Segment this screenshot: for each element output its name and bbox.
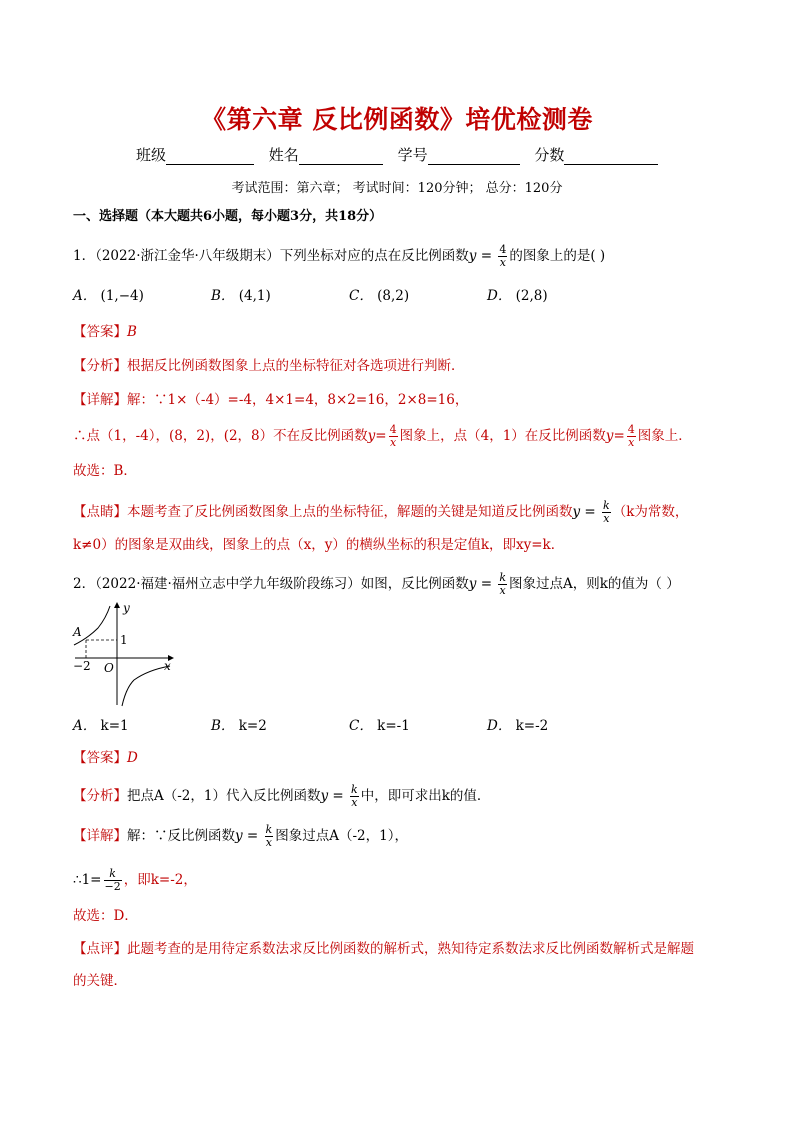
graph-y-label: y <box>123 601 130 615</box>
page-title: 《第六章 反比例函数》培优检测卷 <box>201 105 593 134</box>
name-label: 姓名 <box>268 146 299 164</box>
q2-option-d[interactable]: D． k=-2 <box>487 718 549 734</box>
id-label: 学号 <box>397 146 428 164</box>
q2-conclusion: 故选：D． <box>73 908 138 924</box>
q2-options <box>73 716 548 736</box>
q2-detail-2: ∴1= $\frac{k}{-2}$ ，即k=-2， <box>73 867 197 893</box>
q1-analysis: 【分析】根据反比例函数图象上点的坐标特征对各选项进行判断． <box>73 358 465 374</box>
graph-origin-label: O <box>104 661 114 675</box>
q2-answer: 【答案】D <box>73 750 138 766</box>
q2-comment-1: 【点评】此题考查的是用待定系数法求反比例函数的解析式，熟知待定系数法求反比例函数解析式是解题 <box>73 941 694 957</box>
q1-option-c[interactable]: C． (8,2) <box>349 288 410 304</box>
q2-option-a[interactable]: A． k=1 <box>73 718 129 734</box>
q2-hyperbola-graph <box>70 600 180 708</box>
graph-tick-y: 1 <box>120 633 128 647</box>
name-blank[interactable] <box>299 149 383 165</box>
q2-option-b[interactable]: B． k=2 <box>211 718 267 734</box>
q2-analysis: 【分析】把点A（-2，1）代入反比例函数y = $\frac{k}{x}$ 中，即可求出k的值． <box>73 783 491 809</box>
q1-option-d[interactable]: D． (2,8) <box>487 288 548 304</box>
y-axis-arrow <box>114 602 120 608</box>
q2-option-c[interactable]: C． k=-1 <box>349 718 410 734</box>
q1-detail-1: 【详解】解：∵1×（-4）=-4，4×1=4，8×2=16，2×8=16， <box>73 392 469 408</box>
q1-conclusion: 故选：B． <box>73 463 137 479</box>
q1-comment-2: k≠0）的图象是双曲线，图象上的点（x，y）的横纵坐标的积是定值k，即xy=k． <box>73 537 565 553</box>
section-heading: 一、选择题（本大题共6小题，每小题3分，共18分） <box>73 209 383 224</box>
graph-tick-x: −2 <box>73 659 91 673</box>
graph-x-label: x <box>164 659 171 673</box>
q1-detail-2: ∴点（1，-4），(8，2)，(2，8）不在反比例函数y= $\frac{4}{x}$ 图象上，点（4，1）在反比例函数y= $\frac{4}{x}$ 图象上． <box>73 423 692 449</box>
score-blank[interactable] <box>564 149 658 165</box>
id-blank[interactable] <box>428 149 520 165</box>
q2-detail-1: 【详解】解：∵反比例函数y = $\frac{k}{x}$ 图象过点A（-2，1）， <box>73 823 408 849</box>
hyperbola-branch-lower-right <box>122 666 170 706</box>
q1-options <box>73 286 548 306</box>
student-info-line <box>136 144 668 165</box>
q1-comment-1: 【点睛】本题考查了反比例函数图象上点的坐标特征，解题的关键是知道反比例函数y = $\frac{k}{x}$ （k为常数， <box>73 499 689 525</box>
class-label: 班级 <box>136 146 167 164</box>
q2-stem: 2．（2022·福建·福州立志中学九年级阶段练习）如图，反比例函数y = $\frac{k}{x}$ 图象过点A，则k的值为（ ） <box>73 571 680 597</box>
q1-option-b[interactable]: B． (4,1) <box>211 288 271 304</box>
exam-scope: 考试范围：第六章； 考试时间：120分钟； 总分：120分 <box>231 181 563 196</box>
class-blank[interactable] <box>166 149 254 165</box>
q1-option-a[interactable]: A． (1,−4) <box>73 288 144 304</box>
q2-comment-2: 的关键． <box>73 973 127 989</box>
q1-stem: 1．（2022·浙江金华·八年级期末）下列坐标对应的点在反比例函数y = $\frac{4}{x}$ 的图象上的是( ) <box>73 243 606 269</box>
q1-function-fraction: $\frac{4}{x}$ <box>499 243 507 269</box>
q1-answer: 【答案】B <box>73 324 137 340</box>
score-label: 分数 <box>534 146 565 164</box>
graph-point-label: A <box>73 625 82 639</box>
